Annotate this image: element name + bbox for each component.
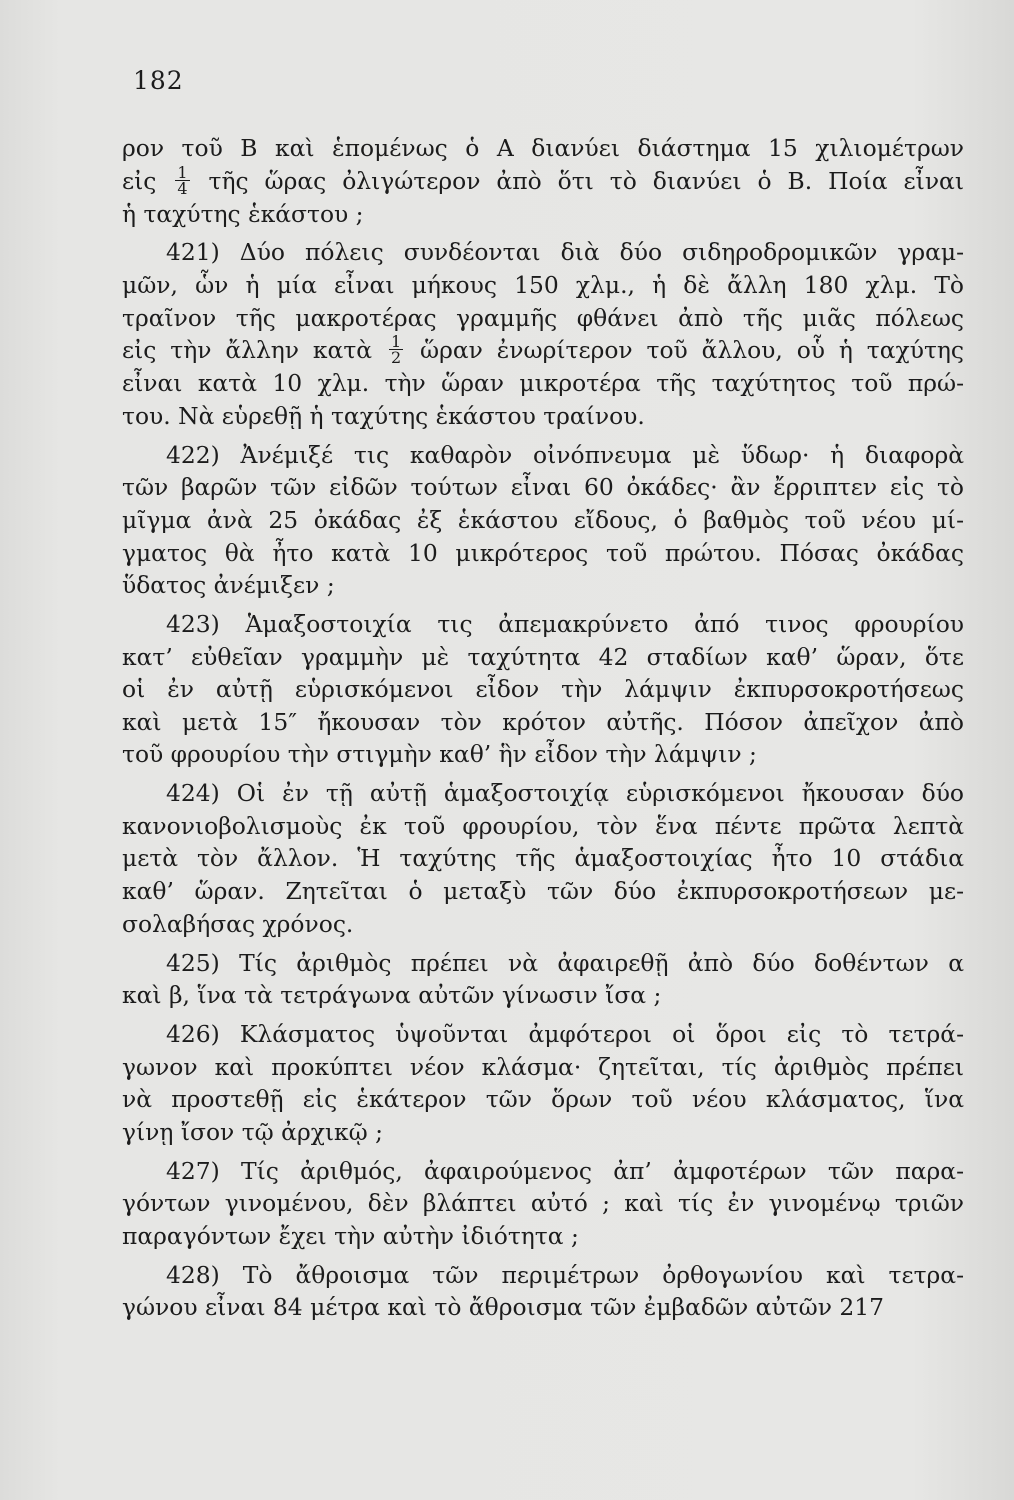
text-line: νὰ προστεθῇ εἰς ἑκάτερον τῶν ὅρων τοῦ νέου κλάσματος, ἵνα <box>122 1085 964 1114</box>
text-line: γώνου εἶναι 84 μέτρα καὶ τὸ ἄθροισμα τῶν ἐμβαδῶν αὐτῶν 217 <box>122 1293 885 1322</box>
fraction-numerator: 1 <box>390 332 402 352</box>
text-line: γωνον καὶ προκύπτει νέον κλάσμα· ζητεῖται, τίς ἀριθμὸς πρέπει <box>122 1052 964 1081</box>
text-line: τῶν βαρῶν τῶν εἰδῶν τούτων εἶναι 60 ὀκάδες· ἂν ἔρριπτεν εἰς τὸ <box>122 473 964 502</box>
text-segment: ὥραν ἐνωρίτερον τοῦ ἄλλου, οὗ ἡ ταχύτης <box>420 336 964 365</box>
text-line <box>122 162 965 198</box>
text-line: οἱ ἐν αὐτῇ εὑρισκόμενοι εἶδον τὴν λάμψιν ἐκπυρσοκροτήσεως <box>122 675 964 704</box>
text-line: κανονιοβολισμοὺς ἐκ τοῦ φρουρίου, τὸν ἕνα πέντε πρῶτα λεπτὰ <box>122 811 964 840</box>
paragraph <box>122 439 964 602</box>
paragraph <box>122 947 964 1012</box>
text-line: μῖγμα ἀνὰ 25 ὀκάδας ἐξ ἑκάστου εἴδους, ὁ βαθμὸς τοῦ νέου μί- <box>122 505 964 534</box>
text-line: 426) Κλάσματος ὑψοῦνται ἀμφότεροι οἱ ὅροι εἰς τὸ τετρά- <box>166 1020 964 1049</box>
text-line: ρον τοῦ Β καὶ ἑπομένως ὁ Α διανύει διάστημα 15 χιλιομέτρων <box>122 134 964 162</box>
text-line: γόντων γινομένου, δὲν βλάπτει αὐτό ; καὶ τίς ἐν γινομένῳ τριῶν <box>122 1189 964 1218</box>
paragraph <box>122 777 964 940</box>
text-line <box>122 334 964 367</box>
fraction <box>389 332 403 368</box>
paragraph <box>122 132 964 230</box>
text-line: παραγόντων ἔχει τὴν αὐτὴν ἰδιότητα ; <box>122 1221 579 1250</box>
text-line: τραῖνον τῆς μακροτέρας γραμμῆς φθάνει ἀπὸ τῆς μιᾶς πόλεως <box>122 303 964 332</box>
paragraph <box>122 1018 964 1148</box>
page-body-text <box>122 132 964 1330</box>
text-line: 427) Τίς ἀριθμός, ἀφαιρούμενος ἀπ’ ἀμφοτέρων τῶν παρα- <box>166 1156 964 1185</box>
text-line: ὕδατος ἀνέμιξεν ; <box>122 571 335 600</box>
paragraph <box>122 1259 964 1324</box>
fraction <box>175 162 189 198</box>
text-line: εἶναι κατὰ 10 χλμ. τὴν ὥραν μικροτέρα τῆς ταχύτητος τοῦ πρώ- <box>122 369 964 398</box>
text-line: 422) Ἀνέμιξέ τις καθαρὸν οἰνόπνευμα μὲ ὕδωρ· ἡ διαφορὰ <box>166 440 964 469</box>
text-line: 425) Τίς ἀριθμὸς πρέπει νὰ ἀφαιρεθῇ ἀπὸ δύο δοθέντων α <box>166 948 964 977</box>
fraction-numerator: 1 <box>177 162 188 182</box>
text-line: ἡ ταχύτης ἑκάστου ; <box>122 199 364 228</box>
paragraph <box>122 1155 964 1253</box>
text-line: γίνῃ ἴσον τῷ ἀρχικῷ ; <box>122 1117 384 1146</box>
text-line: 424) Οἱ ἐν τῇ αὐτῇ ἁμαξοστοιχίᾳ εὑρισκόμενοι ἤκουσαν δύο <box>166 779 964 808</box>
text-line: καθ’ ὥραν. Ζητεῖται ὁ μεταξὺ τῶν δύο ἐκπυρσοκροτήσεων με- <box>122 877 964 906</box>
text-segment: τῆς ὥρας ὀλιγώτερον ἀπὸ ὅτι τὸ διανύει ὁ Β. Ποία εἶναι <box>208 166 965 195</box>
text-line: καὶ μετὰ 15″ ἤκουσαν τὸν κρότον αὐτῆς. Πόσον ἀπεῖχον ἀπὸ <box>122 707 964 736</box>
text-line: μῶν, ὧν ἡ μία εἶναι μήκους 150 χλμ., ἡ δὲ ἄλλη 180 χλμ. Τὸ <box>122 271 964 300</box>
text-line: του. Νὰ εὑρεθῇ ἡ ταχύτης ἑκάστου τραίνου. <box>122 401 645 430</box>
text-line: μετὰ τὸν ἄλλον. Ἡ ταχύτης τῆς ἁμαξοστοιχίας ἦτο 10 στάδια <box>122 844 964 873</box>
text-line: 423) Ἁμαξοστοιχία τις ἀπεμακρύνετο ἀπό τινος φρουρίου <box>166 610 964 639</box>
text-line: γματος θὰ ἦτο κατὰ 10 μικρότερος τοῦ πρώτου. Πόσας ὀκάδας <box>122 538 964 567</box>
page-number: 182 <box>133 66 184 95</box>
fraction-denominator: 4 <box>177 178 188 198</box>
text-line: σολαβήσας χρόνος. <box>122 909 354 938</box>
text-line: 428) Τὸ ἄθροισμα τῶν περιμέτρων ὀρθογωνίου καὶ τετρα- <box>166 1260 964 1289</box>
text-segment: εἰς <box>122 166 157 195</box>
text-line: τοῦ φρουρίου τὴν στιγμὴν καθ’ ἣν εἶδον τὴν λάμψιν ; <box>122 740 757 769</box>
fraction-denominator: 2 <box>390 348 402 368</box>
text-line: κατ’ εὐθεῖαν γραμμὴν μὲ ταχύτητα 42 σταδίων καθ’ ὥραν, ὅτε <box>122 642 964 671</box>
text-line: 421) Δύο πόλεις συνδέονται διὰ δύο σιδηροδρομικῶν γραμ- <box>166 238 964 267</box>
paragraph <box>122 608 964 771</box>
text-line: καὶ β, ἵνα τὰ τετράγωνα αὐτῶν γίνωσιν ἴσα ; <box>122 981 662 1010</box>
paragraph <box>122 236 964 432</box>
text-segment: εἰς τὴν ἄλλην κατὰ <box>122 336 373 365</box>
